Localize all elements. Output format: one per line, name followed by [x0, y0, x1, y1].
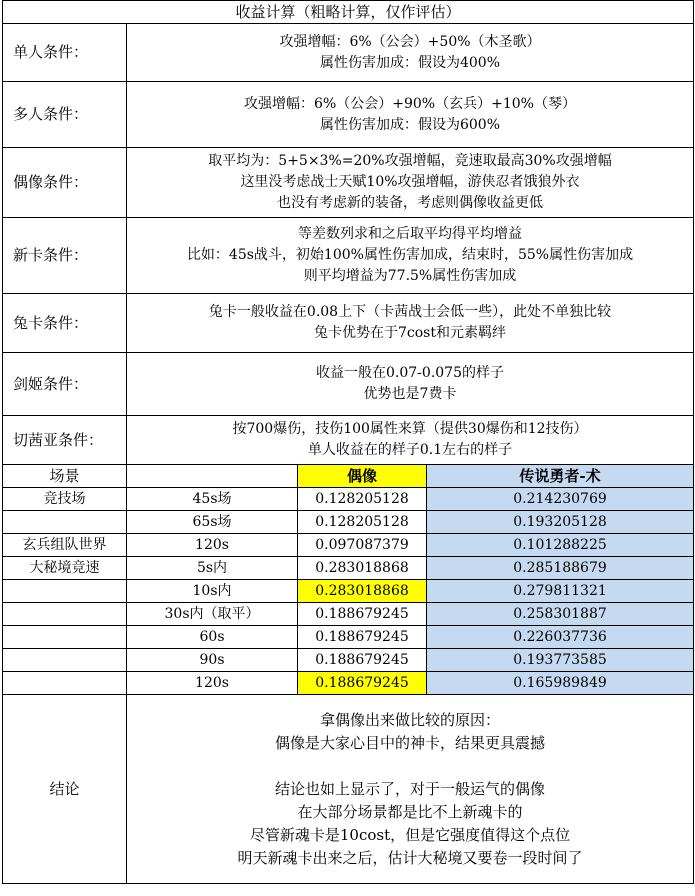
idol-value: 0.188679245 — [298, 649, 427, 672]
condition-label: 偶像条件： — [3, 148, 127, 218]
legend-header: 传说勇者-术 — [427, 465, 694, 488]
idol-value: 0.283018868 — [298, 557, 427, 580]
table-row — [3, 557, 694, 580]
conclusion-line — [127, 755, 693, 778]
scene-cell — [3, 580, 127, 603]
condition-line: 按700爆伤，技伤100属性来算（提供30爆伤和12技伤） — [232, 421, 588, 437]
time-cell: 60s — [127, 626, 298, 649]
scene-header: 场景 — [3, 465, 127, 488]
condition-line: 等差数列求和之后取平均得平均增益 — [298, 226, 522, 242]
legend-value: 0.226037736 — [427, 626, 694, 649]
condition-text — [127, 294, 694, 353]
scene-cell — [3, 511, 127, 534]
condition-line: 也没有考虑新的装备，考虑则偶像收益更低 — [277, 195, 543, 211]
time-cell: 65s场 — [127, 511, 298, 534]
time-cell: 5s内 — [127, 557, 298, 580]
scene-cell: 玄兵组队世界 — [3, 534, 127, 557]
condition-label: 剑姬条件： — [3, 353, 127, 416]
idol-value: 0.097087379 — [298, 534, 427, 557]
idol-header: 偶像 — [298, 465, 427, 488]
condition-line: 攻强增幅：6%（公会）+50%（木圣歌） — [279, 33, 541, 50]
condition-line: 比如：45s战斗，初始100%属性伤害加成，结束时，55%属性伤害加成 — [186, 247, 634, 263]
condition-line: 则平均增益为77.5%属性伤害加成 — [303, 268, 517, 284]
condition-text — [127, 353, 694, 416]
condition-label: 多人条件： — [3, 82, 127, 148]
condition-text — [127, 24, 694, 82]
condition-row — [3, 82, 694, 148]
condition-label: 切茜亚条件： — [3, 416, 127, 465]
legend-value: 0.101288225 — [427, 534, 694, 557]
conclusion-line: 偶像是大家心目中的神卡，结果更具震撼 — [275, 733, 546, 752]
idol-value: 0.283018868 — [298, 580, 427, 603]
condition-text — [127, 218, 694, 294]
condition-row — [3, 148, 694, 218]
condition-row — [3, 416, 694, 465]
table-row — [3, 488, 694, 511]
table-row — [3, 672, 694, 695]
legend-value: 0.193773585 — [427, 649, 694, 672]
table-header-row — [3, 465, 694, 488]
legend-value: 0.258301887 — [427, 603, 694, 626]
condition-line: 属性伤害加成：假设为600% — [319, 116, 501, 133]
condition-row — [3, 294, 694, 353]
condition-text — [127, 148, 694, 218]
condition-line: 兔卡优势在于7cost和元素羁绊 — [314, 325, 506, 341]
legend-value: 0.165989849 — [427, 672, 694, 695]
condition-line: 取平均为：5+5×3%=20%攻强增幅，竞速取最高30%攻强增幅 — [208, 153, 612, 169]
time-cell: 120s — [127, 534, 298, 557]
condition-line: 攻强增幅：6%（公会）+90%（玄兵）+10%（琴） — [244, 95, 576, 112]
idol-value: 0.128205128 — [298, 488, 427, 511]
legend-value: 0.214230769 — [427, 488, 694, 511]
table-row — [3, 580, 694, 603]
sheet-title: 收益计算（粗略计算，仅作评估） — [3, 1, 694, 24]
table-row — [3, 534, 694, 557]
scene-cell — [3, 649, 127, 672]
conclusion-line: 拿偶像出来做比较的原因： — [320, 710, 501, 729]
idol-value: 0.188679245 — [298, 672, 427, 695]
condition-label: 兔卡条件： — [3, 294, 127, 353]
time-cell: 30s内（取平） — [127, 603, 298, 626]
conclusion-label: 结论 — [3, 695, 127, 884]
conclusion-line: 在大部分场景都是比不上新魂卡的 — [297, 802, 523, 821]
scene-cell: 大秘境竞速 — [3, 557, 127, 580]
time-cell: 90s — [127, 649, 298, 672]
condition-row — [3, 218, 694, 294]
idol-value: 0.188679245 — [298, 626, 427, 649]
legend-value: 0.285188679 — [427, 557, 694, 580]
time-cell: 10s内 — [127, 580, 298, 603]
condition-line: 兔卡一般收益在0.08上下（卡茜战士会低一些），此处不单独比较 — [208, 304, 612, 320]
conclusion-line: 明天新魂卡出来之后，估计大秘境又要卷一段时间了 — [237, 848, 583, 867]
scene-cell — [3, 626, 127, 649]
condition-line: 这里没考虑战士天赋10%攻强增幅，游侠忍者饿狼外衣 — [240, 174, 580, 190]
conclusion-line: 尽管新魂卡是10cost，但是它强度值得这个点位 — [249, 825, 571, 844]
legend-value: 0.193205128 — [427, 511, 694, 534]
condition-line: 收益一般在0.07-0.075的样子 — [316, 365, 504, 381]
table-row — [3, 626, 694, 649]
condition-line: 优势也是7费卡 — [363, 386, 457, 402]
time-cell: 120s — [127, 672, 298, 695]
condition-row — [3, 353, 694, 416]
legend-value: 0.279811321 — [427, 580, 694, 603]
profit-table — [2, 0, 694, 884]
conclusion-text — [127, 695, 694, 884]
condition-label: 单人条件： — [3, 24, 127, 82]
table-row — [3, 511, 694, 534]
time-header — [127, 465, 298, 488]
condition-line: 属性伤害加成：假设为400% — [319, 54, 501, 71]
table-row — [3, 603, 694, 626]
scene-cell — [3, 672, 127, 695]
idol-value: 0.128205128 — [298, 511, 427, 534]
conclusion-row — [3, 695, 694, 884]
scene-cell — [3, 603, 127, 626]
condition-text — [127, 82, 694, 148]
table-row — [3, 649, 694, 672]
condition-row — [3, 24, 694, 82]
condition-label: 新卡条件： — [3, 218, 127, 294]
condition-text — [127, 416, 694, 465]
conclusion-line: 结论也如上显示了，对于一般运气的偶像 — [275, 779, 546, 798]
time-cell: 45s场 — [127, 488, 298, 511]
scene-cell: 竞技场 — [3, 488, 127, 511]
condition-line: 单人收益在的样子0.1左右的样子 — [307, 442, 513, 458]
idol-value: 0.188679245 — [298, 603, 427, 626]
